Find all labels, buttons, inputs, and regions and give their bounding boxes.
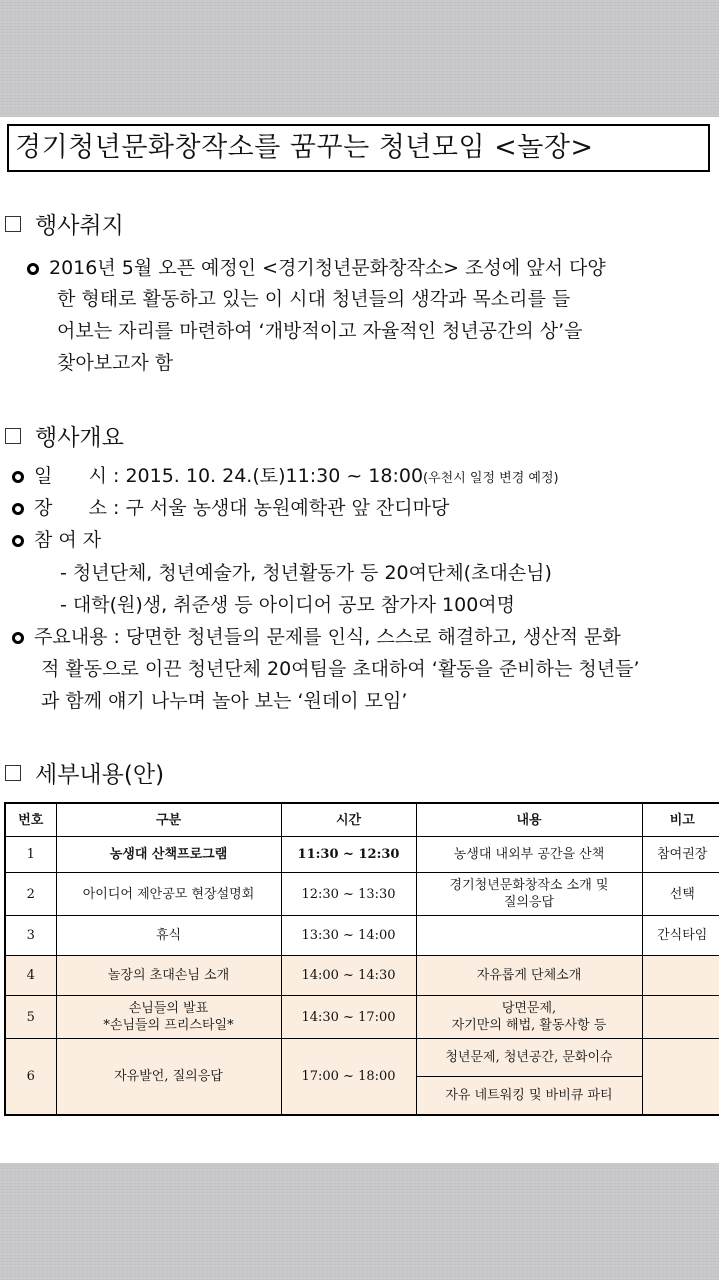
row-category: 농생대 산책프로그램 [56,837,281,873]
row-category: 자유발언, 질의응답 [56,1039,281,1115]
row-category: 아이디어 제안공모 현장설명회 [56,873,281,916]
row-note: 선택 [642,873,719,916]
row-no: 5 [5,996,56,1039]
row-no: 3 [5,916,56,956]
content-line-2: 적 활동으로 이끈 청년단체 20여팀을 초대하여 ‘활동을 준비하는 청년들’ [41,658,640,680]
circle-bullet-icon [12,503,24,515]
section-overview-heading [5,419,124,452]
purpose-line-2: 한 형태로 활동하고 있는 이 시대 청년들의 생각과 목소리를 들 [57,288,571,310]
overview-participants-row [12,529,101,551]
top-background-band [0,0,719,117]
row-note [642,956,719,996]
row-no: 2 [5,873,56,916]
participants-line-2: - 대학(원)생, 취준생 등 아이디어 공모 참가자 100여명 [60,594,515,616]
header-note: 비고 [642,803,719,837]
row-time: 12:30 ~ 13:30 [281,873,416,916]
header-no: 번호 [5,803,56,837]
date-note: (우천시 일정 변경 예정) [423,471,559,486]
row-time: 14:00 ~ 14:30 [281,956,416,996]
bottom-background-band [0,1163,719,1280]
section-overview-label: 행사개요 [35,425,124,451]
row-time: 13:30 ~ 14:00 [281,916,416,956]
header-time: 시간 [281,803,416,837]
section-details-heading [5,756,164,789]
purpose-line-1 [27,257,606,279]
purpose-line-4: 찾아보고자 함 [57,352,174,374]
row-category-line-2: *손님들의 프리스타일* [103,1018,234,1033]
checkbox-square-icon [5,216,21,232]
row-note: 간식타임 [642,916,719,956]
row-category: 놀장의 초대손님 소개 [56,956,281,996]
participants-line-1: - 청년단체, 청년예술가, 청년활동가 등 20여단체(초대손님) [60,562,552,584]
date-label: 일 시 [34,465,107,487]
row-content [416,873,642,916]
overview-content-row [12,626,621,648]
section-purpose-heading [5,207,124,240]
table-row [5,837,719,873]
row-content: 농생대 내외부 공간을 산책 [416,837,642,873]
row-time: 17:00 ~ 18:00 [281,1039,416,1115]
row-content [416,996,642,1039]
content-line-1: : 당면한 청년들의 문제를 인식, 스스로 해결하고, 생산적 문화 [113,626,621,648]
header-category: 구분 [56,803,281,837]
checkbox-square-icon [5,428,21,444]
place-label: 장 소 [34,497,107,519]
row-no: 4 [5,956,56,996]
purpose-line-3: 어보는 자리를 마련하여 ‘개방적이고 자율적인 청년공간의 상’을 [57,320,583,342]
row-time: 11:30 ~ 12:30 [281,837,416,873]
row-category-line-1: 손님들의 발표 [128,1001,209,1016]
schedule-table [4,802,719,1116]
circle-bullet-icon [27,263,39,275]
purpose-text-1: 2016년 5월 오픈 예정인 <경기청년문화창작소> 조성에 앞서 다양 [49,257,606,279]
table-row [5,996,719,1039]
participants-label: 참 여 자 [34,529,102,551]
row-note [642,996,719,1039]
content-line-3: 과 함께 얘기 나누며 놀아 보는 ‘원데이 모임’ [41,690,408,712]
document-title: 경기청년문화창작소를 꿈꾸는 청년모임 <놀장> [7,124,710,172]
row-content-line-2: 자유 네트워킹 및 바비큐 파티 [416,1077,642,1115]
row-category [56,996,281,1039]
table-row [5,1039,719,1077]
circle-bullet-icon [12,535,24,547]
content-label: 주요내용 [34,626,108,648]
row-content-line-1: 청년문제, 청년공간, 문화이슈 [416,1039,642,1077]
table-header-row [5,803,719,837]
checkbox-square-icon [5,765,21,781]
section-purpose-label: 행사취지 [35,213,124,239]
row-time: 14:30 ~ 17:00 [281,996,416,1039]
date-value: : 2015. 10. 24.(토)11:30 ~ 18:00 [113,465,424,487]
table-row [5,916,719,956]
row-content [416,916,642,956]
circle-bullet-icon [12,471,24,483]
row-category: 휴식 [56,916,281,956]
row-content: 자유롭게 단체소개 [416,956,642,996]
row-content-line-2: 자기만의 해법, 활동사항 등 [451,1018,607,1033]
row-no: 6 [5,1039,56,1115]
row-note: 참여권장 [642,837,719,873]
section-details-label: 세부내용(안) [35,762,165,788]
row-note [642,1039,719,1115]
row-content-line-1: 경기청년문화창작소 소개 및 [449,878,609,893]
table-row [5,956,719,996]
overview-date-row [12,465,559,490]
row-no: 1 [5,837,56,873]
row-content-line-2: 질의응답 [503,895,555,910]
row-content-line-1: 당면문제, [501,1001,557,1016]
overview-place-row [12,497,449,519]
header-content: 내용 [416,803,642,837]
place-value: : 구 서울 농생대 농원예학관 앞 잔디마당 [113,497,450,519]
table-row [5,873,719,916]
circle-bullet-icon [12,632,24,644]
